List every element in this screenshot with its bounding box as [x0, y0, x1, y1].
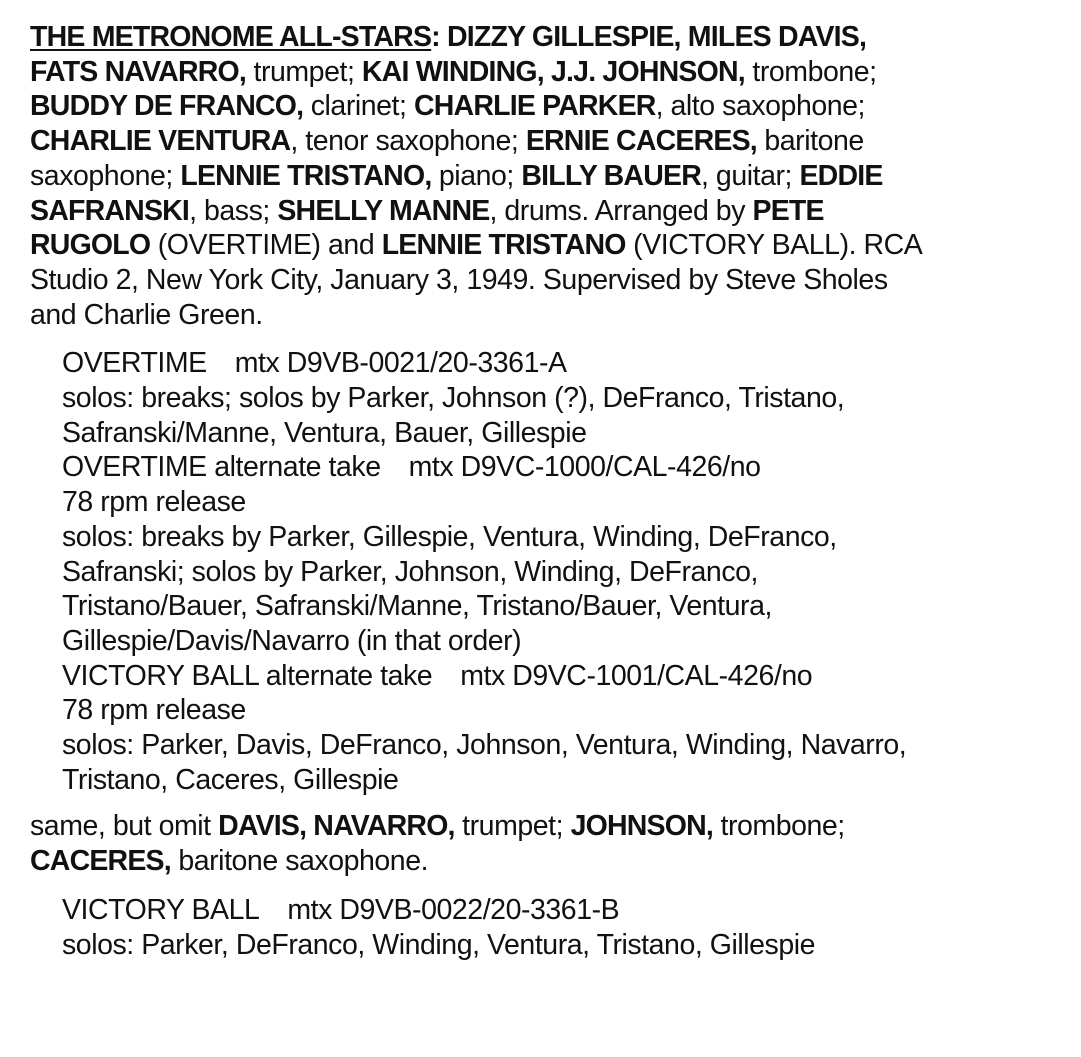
text-run: Gillespie/Davis/Navarro (in that order) [62, 624, 522, 657]
text-run: mtx D9VB-0022/20-3361-B [287, 893, 620, 926]
text-line [30, 20, 1069, 55]
text-line [62, 485, 1069, 520]
text-run: OVERTIME [62, 347, 207, 380]
text-run: solos: breaks by Parker, Gillespie, Ventura, Winding, DeFranco, [62, 520, 837, 553]
second-tracks-list [30, 893, 1069, 962]
text-run: VICTORY BALL alternate take [62, 659, 433, 692]
text-run: , guitar; [700, 159, 800, 192]
bold-run: SHELLY MANNE [277, 194, 490, 227]
second-personnel-paragraph [30, 809, 1069, 878]
bold-run: ERNIE CACERES, [525, 125, 757, 158]
text-line [30, 298, 1069, 333]
text-run: baritone [756, 125, 864, 158]
text-run: 78 rpm release [62, 486, 246, 519]
text-run: (VICTORY BALL). RCA [625, 229, 923, 262]
text-line [62, 624, 1069, 659]
text-line [30, 55, 1069, 90]
text-run: and Charlie Green. [30, 298, 263, 331]
bold-run: DAVIS, NAVARRO, [218, 810, 455, 843]
text-line [30, 844, 1069, 879]
text-line [62, 450, 1069, 485]
text-line [62, 416, 1069, 451]
text-run: saxophone; [30, 159, 181, 192]
text-run: trumpet; [454, 810, 571, 843]
text-run: Safranski/Manne, Ventura, Bauer, Gillespie [62, 416, 587, 449]
text-run: solos: Parker, DeFranco, Winding, Ventura, Tristano, Gillespie [62, 928, 816, 961]
text-line [62, 928, 1069, 963]
text-run: mtx D9VC-1001/CAL-426/no [460, 659, 813, 692]
text-line [62, 381, 1069, 416]
text-line [62, 728, 1069, 763]
text-run: mtx D9VB-0021/20-3361-A [234, 347, 567, 380]
text-run: Tristano, Caceres, Gillespie [62, 763, 399, 796]
text-run: solos: Parker, Davis, DeFranco, Johnson, Ventura, Winding, Navarro, [62, 729, 907, 762]
underlined-heading: THE METRONOME ALL-STARS [30, 21, 432, 53]
text-run: , bass; [189, 194, 278, 227]
text-line [30, 89, 1069, 124]
text-line [62, 589, 1069, 624]
text-line [62, 763, 1069, 798]
text-run: , drums. Arranged by [489, 194, 753, 227]
bold-run: LENNIE TRISTANO [381, 229, 626, 262]
text-run: trumpet; [246, 55, 362, 88]
text-line [62, 693, 1069, 728]
text-run: piano; [431, 159, 522, 192]
bold-run: LENNIE TRISTANO, [180, 159, 432, 192]
bold-run [30, 21, 431, 53]
bold-run: EDDIE [799, 159, 883, 192]
text-run: VICTORY BALL [62, 893, 260, 926]
bold-run: CHARLIE PARKER [413, 90, 656, 123]
text-line [30, 159, 1069, 194]
bold-run: CACERES, [30, 845, 171, 878]
text-run: Tristano/Bauer, Safranski/Manne, Tristano/Bauer, Ventura, [62, 590, 772, 623]
text-line [62, 520, 1069, 555]
text-run: Safranski; solos by Parker, Johnson, Winding, DeFranco, [62, 555, 759, 588]
text-run: trombone; [713, 810, 845, 843]
text-line [62, 346, 1069, 381]
text-run: 78 rpm release [62, 694, 246, 727]
text-run: , tenor saxophone; [290, 125, 526, 158]
text-run: solos: breaks; solos by Parker, Johnson (?), DeFranco, Tristano, [62, 382, 845, 415]
text-run: baritone saxophone. [170, 845, 429, 878]
text-run: (OVERTIME) and [150, 229, 382, 262]
text-line [30, 228, 1069, 263]
text-run: OVERTIME alternate take [62, 451, 381, 484]
bold-run: FATS NAVARRO, [30, 55, 247, 88]
bold-run: JOHNSON, [570, 810, 714, 843]
bold-run: CHARLIE VENTURA [30, 125, 291, 158]
bold-run: BILLY BAUER [521, 159, 701, 192]
text-line [62, 659, 1069, 694]
text-run: , alto saxophone; [655, 90, 866, 123]
bold-run: PETE [752, 194, 824, 227]
text-line [62, 893, 1069, 928]
text-run: mtx D9VC-1000/CAL-426/no [408, 451, 761, 484]
bold-run: : DIZZY GILLESPIE, MILES DAVIS, [431, 21, 867, 53]
bold-run: BUDDY DE FRANCO, [30, 90, 304, 123]
text-line [62, 555, 1069, 590]
bold-run: KAI WINDING, J.J. JOHNSON, [361, 55, 745, 88]
text-line [30, 124, 1069, 159]
text-line [30, 194, 1069, 229]
text-run: Studio 2, New York City, January 3, 1949. Supervised by Steve Sholes [30, 263, 888, 296]
text-run: clarinet; [303, 90, 414, 123]
text-run: same, but omit [30, 810, 219, 843]
text-line [30, 263, 1069, 298]
bold-run: SAFRANSKI [30, 194, 190, 227]
bold-run: RUGOLO [30, 229, 151, 262]
session-personnel-paragraph [30, 20, 1069, 332]
text-run: trombone; [744, 55, 877, 88]
session-tracks-list [30, 346, 1069, 797]
text-line [30, 809, 1069, 844]
